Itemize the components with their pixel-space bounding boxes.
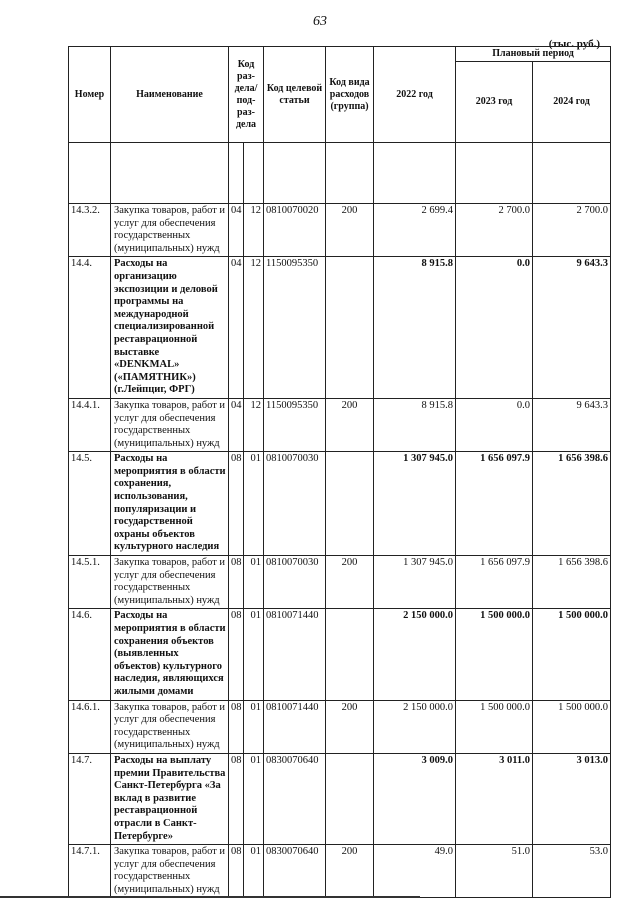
row-value-2024: 1 656 398.6: [533, 556, 611, 609]
row-subsection-code: 12: [244, 204, 264, 257]
row-value-2023: 0.0: [456, 398, 533, 451]
row-name: Закупка товаров, работ и услуг для обеспечения государственных (муниципальных) нужд: [111, 556, 229, 609]
bottom-rule: [0, 896, 420, 898]
row-subsection-code: 12: [244, 257, 264, 399]
row-number: 14.4.1.: [69, 398, 111, 451]
row-subsection-code: 01: [244, 609, 264, 700]
row-number: 14.4.: [69, 257, 111, 399]
header-number: Номер: [69, 47, 111, 143]
row-expense-code: 200: [326, 700, 374, 753]
row-value-2022: 49.0: [374, 845, 456, 898]
row-expense-code: 200: [326, 845, 374, 898]
row-target-code: 0830070640: [264, 845, 326, 898]
row-number: 14.6.1.: [69, 700, 111, 753]
row-value-2022: 8 915.8: [374, 398, 456, 451]
row-value-2024: 53.0: [533, 845, 611, 898]
header-planning-period: Плановый период: [456, 47, 611, 62]
row-section-code: 04: [229, 257, 244, 399]
header-name: Наименование: [111, 47, 229, 143]
row-value-2023: 3 011.0: [456, 753, 533, 844]
row-expense-code: [326, 609, 374, 700]
table-row: [69, 700, 611, 753]
row-value-2022: 1 307 945.0: [374, 452, 456, 556]
table-row: [69, 398, 611, 451]
row-subsection-code: 01: [244, 556, 264, 609]
row-target-code: 1150095350: [264, 398, 326, 451]
header-2022: 2022 год: [374, 47, 456, 143]
table-row: [69, 556, 611, 609]
row-name: Закупка товаров, работ и услуг для обеспечения государственных (муниципальных) нужд: [111, 700, 229, 753]
row-target-code: 0810070020: [264, 204, 326, 257]
row-value-2024: 9 643.3: [533, 398, 611, 451]
row-value-2023: 1 656 097.9: [456, 452, 533, 556]
table-row: [69, 753, 611, 844]
row-number: 14.7.1.: [69, 845, 111, 898]
row-section-code: 08: [229, 700, 244, 753]
row-section-code: 08: [229, 753, 244, 844]
row-target-code: 0810070030: [264, 452, 326, 556]
header-2023: 2023 год: [456, 62, 533, 143]
row-name: Расходы на мероприятия в области сохранения, использования, популяризации и государственной охраны объектов культурного наследия: [111, 452, 229, 556]
row-section-code: 08: [229, 609, 244, 700]
row-target-code: 0810071440: [264, 700, 326, 753]
row-section-code: 08: [229, 452, 244, 556]
row-expense-code: [326, 753, 374, 844]
header-2024: 2024 год: [533, 62, 611, 143]
spacer-row: [69, 143, 611, 204]
row-target-code: 0810071440: [264, 609, 326, 700]
row-expense-code: 200: [326, 204, 374, 257]
row-value-2024: 1 500 000.0: [533, 700, 611, 753]
row-name: Закупка товаров, работ и услуг для обеспечения государственных (муниципальных) нужд: [111, 398, 229, 451]
row-subsection-code: 01: [244, 452, 264, 556]
row-value-2024: 3 013.0: [533, 753, 611, 844]
row-value-2022: 8 915.8: [374, 257, 456, 399]
row-name: Расходы на организацию экспозиции и деловой программы на международной специализированной реставрационной выставке «DENKMAL» («ПАМЯТНИК») (г.Лейпциг, ФРГ): [111, 257, 229, 399]
row-value-2022: 2 150 000.0: [374, 700, 456, 753]
table-row: [69, 452, 611, 556]
row-target-code: 0830070640: [264, 753, 326, 844]
table-row: [69, 204, 611, 257]
header-target-code: Код целевой статьи: [264, 47, 326, 143]
row-value-2022: 2 150 000.0: [374, 609, 456, 700]
row-name: Расходы на мероприятия в области сохранения объектов (выявленных объектов) культурного наследия, являющихся жилыми домами: [111, 609, 229, 700]
row-section-code: 08: [229, 845, 244, 898]
row-value-2023: 2 700.0: [456, 204, 533, 257]
row-value-2023: 0.0: [456, 257, 533, 399]
row-section-code: 04: [229, 398, 244, 451]
row-expense-code: [326, 452, 374, 556]
row-value-2024: 2 700.0: [533, 204, 611, 257]
units-label: (тыс. руб.): [548, 38, 600, 50]
row-value-2023: 51.0: [456, 845, 533, 898]
row-subsection-code: 01: [244, 753, 264, 844]
row-value-2022: 3 009.0: [374, 753, 456, 844]
row-subsection-code: 12: [244, 398, 264, 451]
row-expense-code: 200: [326, 398, 374, 451]
header-section-code: Код раз-дела/ под-раз-дела: [229, 47, 264, 143]
row-target-code: 1150095350: [264, 257, 326, 399]
page-number: 63: [313, 14, 327, 29]
row-name: Закупка товаров, работ и услуг для обеспечения государственных (муниципальных) нужд: [111, 845, 229, 898]
row-number: 14.5.1.: [69, 556, 111, 609]
row-value-2023: 1 500 000.0: [456, 609, 533, 700]
row-value-2024: 1 500 000.0: [533, 609, 611, 700]
table-row: [69, 609, 611, 700]
row-value-2024: 1 656 398.6: [533, 452, 611, 556]
row-value-2024: 9 643.3: [533, 257, 611, 399]
row-subsection-code: 01: [244, 700, 264, 753]
row-expense-code: 200: [326, 556, 374, 609]
row-number: 14.3.2.: [69, 204, 111, 257]
row-value-2022: 2 699.4: [374, 204, 456, 257]
row-value-2022: 1 307 945.0: [374, 556, 456, 609]
row-number: 14.7.: [69, 753, 111, 844]
row-value-2023: 1 656 097.9: [456, 556, 533, 609]
row-value-2023: 1 500 000.0: [456, 700, 533, 753]
row-target-code: 0810070030: [264, 556, 326, 609]
budget-table: [68, 46, 611, 898]
row-number: 14.5.: [69, 452, 111, 556]
row-expense-code: [326, 257, 374, 399]
row-subsection-code: 01: [244, 845, 264, 898]
row-section-code: 04: [229, 204, 244, 257]
header-expense-code: Код вида расходов (группа): [326, 47, 374, 143]
row-number: 14.6.: [69, 609, 111, 700]
table-row: [69, 845, 611, 898]
row-name: Расходы на выплату премии Правительства Санкт-Петербурга «За вклад в развитие реставрационной отрасли в Санкт-Петербурге»: [111, 753, 229, 844]
table-row: [69, 257, 611, 399]
row-name: Закупка товаров, работ и услуг для обеспечения государственных (муниципальных) нужд: [111, 204, 229, 257]
row-section-code: 08: [229, 556, 244, 609]
